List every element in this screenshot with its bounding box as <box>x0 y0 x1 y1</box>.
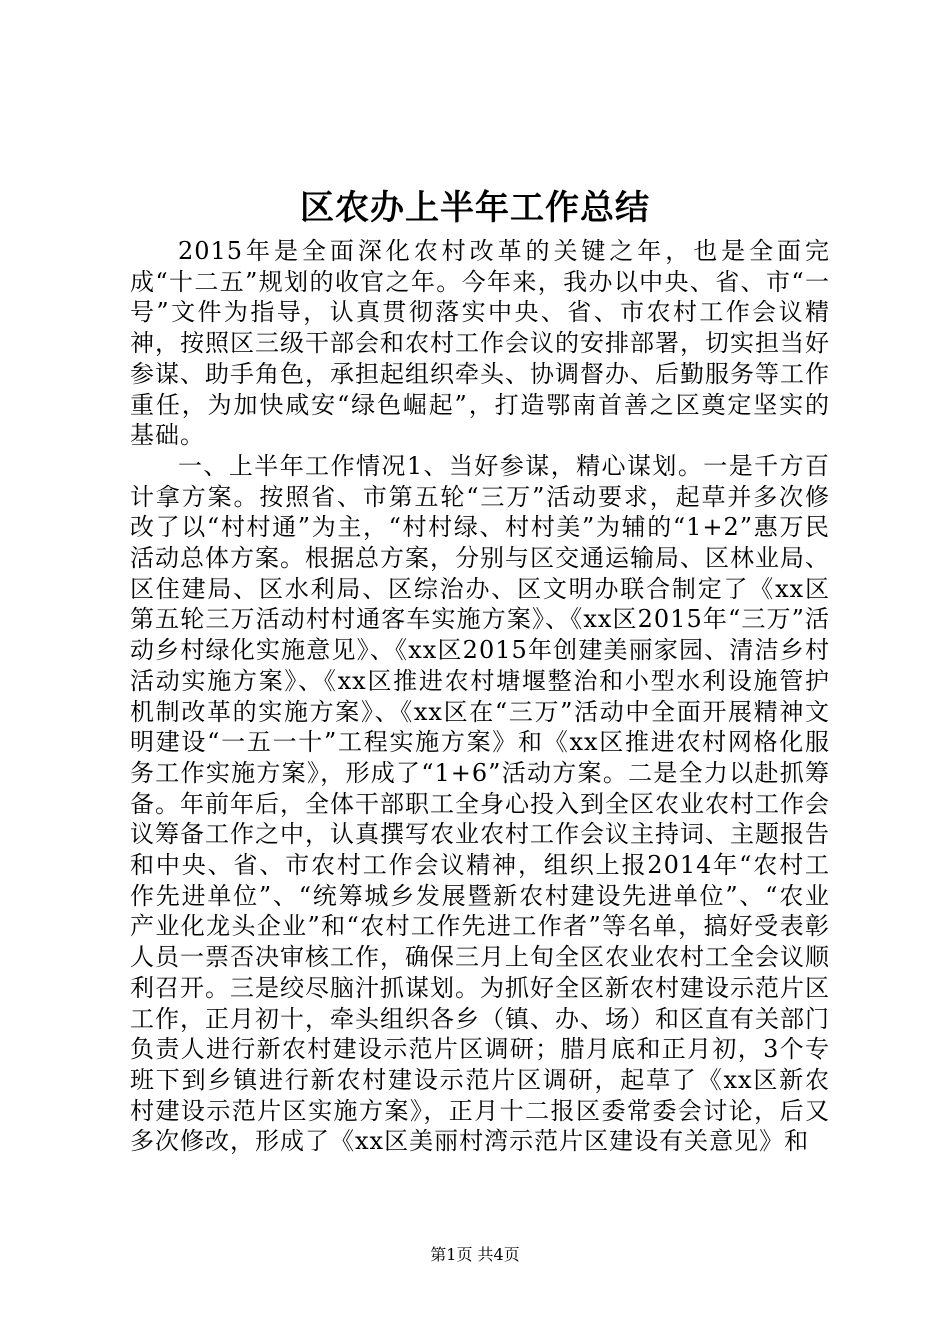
document-body <box>130 236 830 1157</box>
paragraph-work-status: 一、上半年工作情况1、当好参谋，精心谋划。一是千方百计拿方案。按照省、市第五轮“三万”活动要求，起草并多次修改了以“村村通”为主，“村村绿、村村美”为辅的“1+2”惠万民活动总体方案。根据总方案，分别与区交通运输局、区林业局、区住建局、区水利局、区综治办、区文明办联合制定了《xx区第五轮三万活动村村通客车实施方案》、《xx区2015年“三万”活动乡村绿化实施意见》、《xx区2015年创建美丽家园、清洁乡村活动实施方案》、《xx区推进农村塘堰整治和小型水利设施管护机制改革的实施方案》、《xx区在“三万”活动中全面开展精神文明建设“一五一十”工程实施方案》和《xx区推进农村网格化服务工作实施方案》，形成了“1+6”活动方案。二是全力以赴抓筹备。年前年后，全体干部职工全身心投入到全区农业农村工作会议筹备工作之中，认真撰写农业农村工作会议主持词、主题报告和中央、省、市农村工作会议精神，组织上报2014年“农村工作先进单位”、“统筹城乡发展暨新农村建设先进单位”、“农业产业化龙头企业”和“农村工作先进工作者”等名单，搞好受表彰人员一票否决审核工作，确保三月上旬全区农业农村工全会议顺利召开。三是绞尽脑汁抓谋划。为抓好全区新农村建设示范片区工作，正月初十，牵头组织各乡（镇、办、场）和区直有关部门负责人进行新农村建设示范片区调研；腊月底和正月初，3个专班下到乡镇进行新农村建设示范片区调研，起草了《xx区新农村建设示范片区实施方案》，正月十二报区委常委会讨论，后又多次修改，形成了《xx区美丽村湾示范片区建设有关意见》和 <box>130 451 830 1156</box>
document-title: 区农办上半年工作总结 <box>300 188 650 228</box>
paragraph-intro: 2015年是全面深化农村改革的关键之年，也是全面完成“十二五”规划的收官之年。今年来，我办以中央、省、市“一号”文件为指导，认真贯彻落实中央、省、市农村工作会议精神，按照区三级干部会和农村工作会议的安排部署，切实担当好参谋、助手角色，承担起组织牵头、协调督办、后勤服务等工作重任，为加快咸安“绿色崛起”，打造鄂南首善之区奠定坚实的基础。 <box>130 237 830 450</box>
page-footer: 第1页 共4页 <box>430 1245 520 1264</box>
